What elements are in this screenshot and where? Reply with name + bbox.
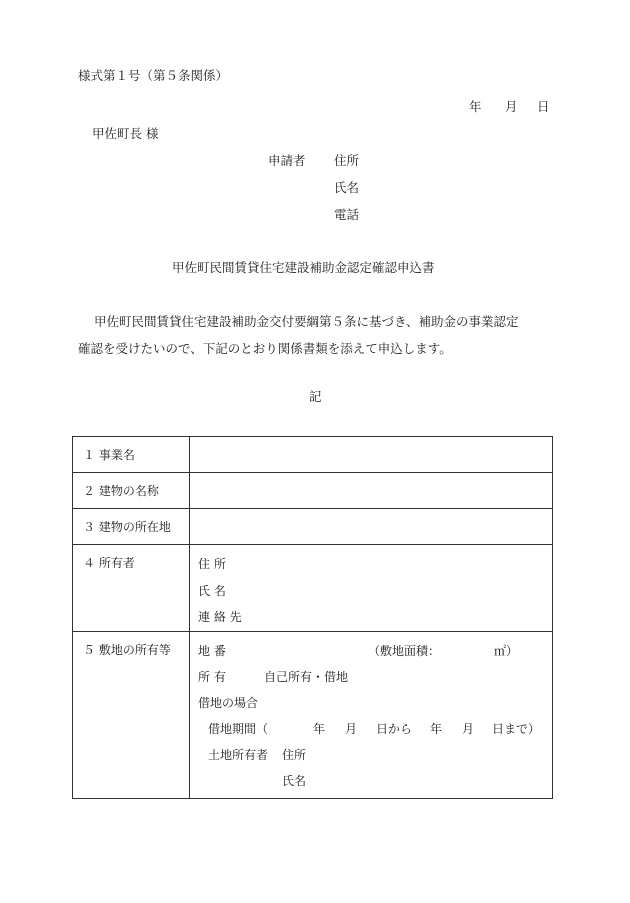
site-area-unit: ㎡） [494,644,519,658]
lease-end-day-until: 日まで） [492,722,541,736]
applicant-address-label: 住所 [334,153,360,168]
building-location-input-cell[interactable] [190,509,553,545]
lease-start-month: 月 [345,722,358,736]
owner-label: ４ 所有者 [83,556,135,570]
date-month-label: 月 [505,99,518,114]
document-title: 甲佐町民間賃貸住宅建設補助金認定確認申込書 [172,260,435,275]
lease-start-year: 年 [313,722,326,736]
lot-number-label: 地 番 [198,644,226,658]
table-row-building-name [73,473,553,509]
details-table [72,436,553,799]
owner-details-cell[interactable] [190,545,553,632]
ownership-options[interactable]: 自己所有・借地 [264,670,349,684]
lease-start-day-from: 日から [376,722,413,736]
table-row-owner [73,545,553,632]
building-name-label-cell [73,473,190,509]
applicant-name-label: 氏名 [334,180,360,195]
project-name-input-cell[interactable] [190,437,553,473]
ki-label: 記 [309,389,322,404]
table-row-project-name [73,437,553,473]
owner-label-cell [73,545,190,632]
owner-name-label: 氏 名 [198,584,226,598]
date-year-label: 年 [469,99,482,114]
site-area-label: （敷地面積： [368,644,441,658]
body-text-line-2: 確認を受けたいので、下記のとおり関係書類を添えて申込します。 [78,341,452,356]
lease-end-month: 月 [462,722,475,736]
landowner-name-label: 氏名 [282,774,307,788]
building-name-label: ２ 建物の名称 [83,484,159,498]
land-ownership-label: ５ 敷地の所有等 [83,643,171,657]
landowner-label: 土地所有者 [208,748,269,762]
form-number: 様式第１号（第５条関係） [78,68,229,83]
lease-case-label: 借地の場合 [198,696,259,710]
table-row-building-location [73,509,553,545]
building-location-label-cell [73,509,190,545]
project-name-label-cell [73,437,190,473]
building-location-label: ３ 建物の所在地 [83,520,171,534]
addressee: 甲佐町長 様 [92,126,159,141]
land-ownership-details-cell[interactable] [190,632,553,799]
date-day-label: 日 [537,99,550,114]
applicant-label: 申請者 [268,153,306,168]
landowner-address-label: 住所 [282,748,307,762]
owner-contact-label: 連 絡 先 [198,610,242,624]
lease-end-year: 年 [430,722,443,736]
table-row-land-ownership [73,632,553,799]
applicant-phone-label: 電話 [334,207,360,222]
land-ownership-label-cell [73,632,190,799]
body-text-line-1: 甲佐町民間賃貸住宅建設補助金交付要綱第５条に基づき、補助金の事業認定 [94,314,519,329]
project-name-label: １ 事業名 [83,448,135,462]
owner-address-label: 住 所 [198,557,226,571]
ownership-label: 所 有 [198,670,226,684]
building-name-input-cell[interactable] [190,473,553,509]
lease-period-label: 借地期間（ [208,722,269,736]
